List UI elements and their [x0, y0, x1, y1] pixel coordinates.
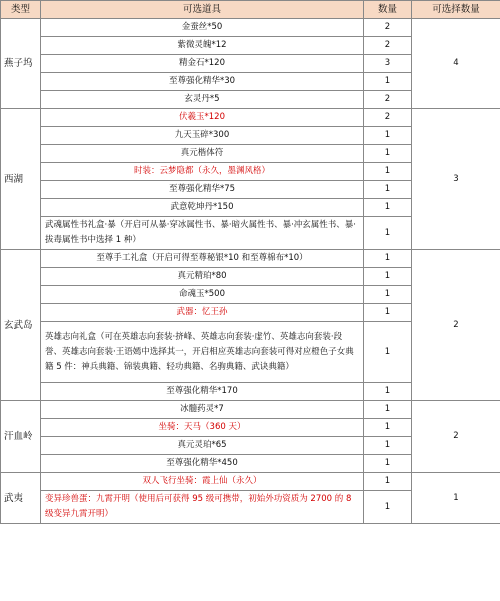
selectable-cell: 4 — [412, 19, 500, 109]
selectable-cell: 1 — [412, 473, 500, 524]
col-header-category: 类型 — [1, 1, 41, 19]
item-cell: 武器：忆王孙 — [41, 304, 364, 322]
selectable-cell: 3 — [412, 109, 500, 250]
item-cell: 冰髓药灵*7 — [41, 401, 364, 419]
qty-cell: 1 — [364, 304, 412, 322]
qty-cell: 1 — [364, 250, 412, 268]
selectable-cell: 2 — [412, 250, 500, 401]
item-cell: 坐骑：天马（360 天） — [41, 419, 364, 437]
item-cell: 命魂玉*500 — [41, 286, 364, 304]
col-header-items: 可选道具 — [41, 1, 364, 19]
item-cell: 时装：云梦隐都（永久，墨渊风格） — [41, 163, 364, 181]
qty-cell: 2 — [364, 109, 412, 127]
location-cell: 武夷 — [1, 473, 41, 524]
qty-cell: 1 — [364, 322, 412, 383]
item-cell: 武意乾坤丹*150 — [41, 199, 364, 217]
table-row — [1, 250, 500, 268]
qty-cell: 2 — [364, 19, 412, 37]
item-cell: 双人飞行坐骑：霞上仙（永久） — [41, 473, 364, 491]
location-cell: 汗血岭 — [1, 401, 41, 473]
item-cell: 玄灵丹*5 — [41, 91, 364, 109]
item-cell: 真元楷体符 — [41, 145, 364, 163]
table-row — [1, 401, 500, 419]
table-row — [1, 19, 500, 37]
item-cell: 武魂属性书礼盒·暴（开启可从暴·穿冰属性书、暴·暗火属性书、暴·冲玄属性书、暴·拔毒属性书中选择 1 种） — [41, 217, 364, 250]
header-row — [1, 1, 500, 19]
qty-cell: 1 — [364, 163, 412, 181]
col-header-qty: 数量 — [364, 1, 412, 19]
item-cell: 伏羲玉*120 — [41, 109, 364, 127]
item-cell: 精金石*120 — [41, 55, 364, 73]
selectable-cell: 2 — [412, 401, 500, 473]
item-cell: 至尊手工礼盒（开启可得至尊秘银*10 和至尊棉布*10） — [41, 250, 364, 268]
item-cell: 变异珍兽蛋：九霄开明（使用后可获得 95 级可携带，初始外功资质为 2700 的 8 级变异九霄开明） — [41, 491, 364, 524]
item-cell: 真元灵珀*65 — [41, 437, 364, 455]
item-cell: 至尊强化精华*30 — [41, 73, 364, 91]
qty-cell: 1 — [364, 268, 412, 286]
item-cell: 九天玉碎*300 — [41, 127, 364, 145]
item-cell: 真元精珀*80 — [41, 268, 364, 286]
qty-cell: 1 — [364, 217, 412, 250]
location-cell: 玄武岛 — [1, 250, 41, 401]
item-cell: 金蚕丝*50 — [41, 19, 364, 37]
qty-cell: 1 — [364, 286, 412, 304]
qty-cell: 1 — [364, 437, 412, 455]
qty-cell: 3 — [364, 55, 412, 73]
table-row — [1, 109, 500, 127]
qty-cell: 1 — [364, 473, 412, 491]
qty-cell: 1 — [364, 455, 412, 473]
qty-cell: 1 — [364, 145, 412, 163]
location-cell: 西湖 — [1, 109, 41, 250]
qty-cell: 1 — [364, 127, 412, 145]
qty-cell: 2 — [364, 37, 412, 55]
item-cell: 紫微灵魄*12 — [41, 37, 364, 55]
item-cell: 至尊强化精华*170 — [41, 383, 364, 401]
qty-cell: 1 — [364, 383, 412, 401]
qty-cell: 2 — [364, 91, 412, 109]
qty-cell: 1 — [364, 401, 412, 419]
qty-cell: 1 — [364, 491, 412, 524]
qty-cell: 1 — [364, 73, 412, 91]
item-cell: 英雄志向礼盒（可在英雄志向套装·挤峰、英雄志向套装·虚竹、英雄志向套装·段誉、英雄志向套装·王语嫣中选择其一，开启相应英雄志向套装可得对应橙色子女典籍 5 件：神兵典籍、锦装典籍、轻功典籍、名驹典籍、武诀典籍） — [41, 322, 364, 383]
item-cell: 至尊强化精华*75 — [41, 181, 364, 199]
table-row — [1, 473, 500, 491]
location-cell: 燕子坞 — [1, 19, 41, 109]
qty-cell: 1 — [364, 419, 412, 437]
item-cell: 至尊强化精华*450 — [41, 455, 364, 473]
qty-cell: 1 — [364, 199, 412, 217]
qty-cell: 1 — [364, 181, 412, 199]
col-header-selectable: 可选择数量 — [412, 1, 500, 19]
